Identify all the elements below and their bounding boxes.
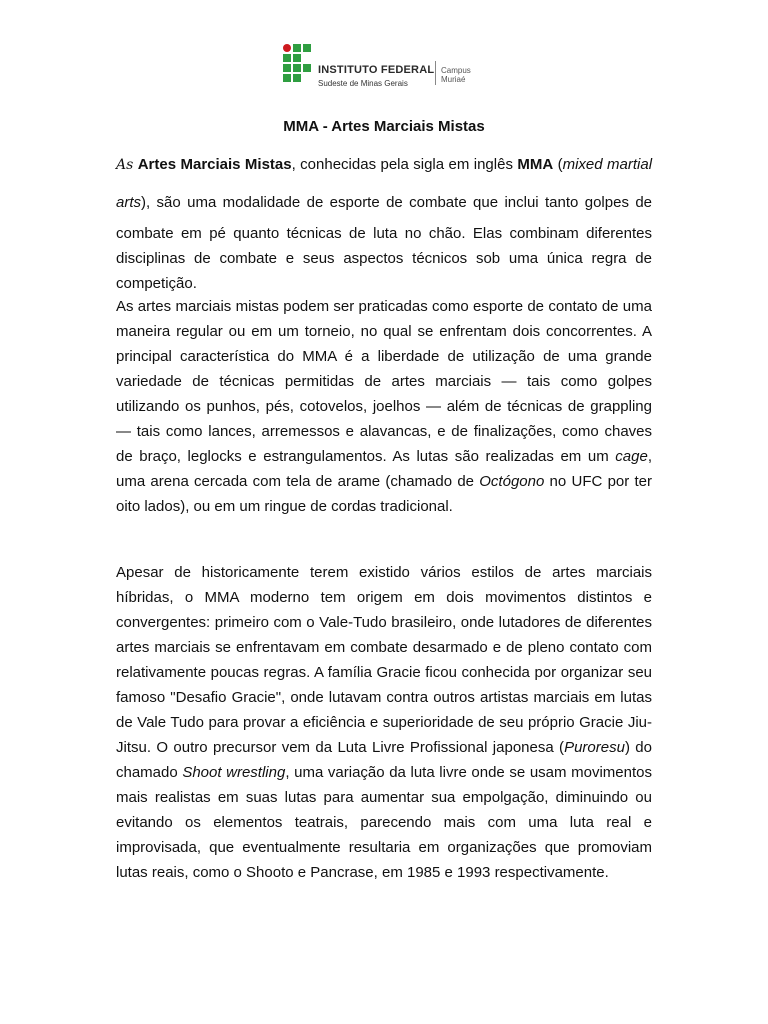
history-text-3: , uma variação da luta livre onde se usam movimentos mais realistas em suas lutas para aumentar sua empolgação, diminuindo ou evitando os elementos teatrais, parecendo mais com uma luta real e improvisada, que eventualmente resultaria em organizações que promoviam lutas reais, como o Shooto e Pancrase, em 1985 e 1993 respectivamente.	[116, 764, 652, 881]
institution-subtitle: Sudeste de Minas Gerais	[318, 79, 408, 88]
intro-text-2: (	[553, 156, 563, 173]
lead-in-word: As	[116, 157, 134, 173]
description-text-3: no UFC por ter oito lados), ou em um ringue de cordas tradicional.	[116, 473, 653, 515]
octogono-italic: Octógono	[479, 473, 545, 490]
description-text-1: As artes marciais mistas podem ser praticadas como esporte de contato de uma maneira regular ou em um torneio, no qual se enfrentam dois concorrentes. A principal característica do MMA é a liberdade de utilização de uma grande variedade de técnicas permitidas de artes marciais — tais como golpes utilizando os punhos, pés, cotovelos, joelhos — além de técnicas de grappling — tais como lances, arremessos e alavancas, e de finalizações, como chaves de braço, leglocks e estrangulamentos. As lutas são realizadas em um	[116, 298, 652, 465]
puroresu-italic: Puroresu	[564, 739, 625, 756]
campus-label: Campus	[441, 66, 471, 75]
history-text-1: Apesar de historicamente terem existido vários estilos de artes marciais híbridas, o MMA moderno tem origem em dois movimentos distintos e convergentes: primeiro com o Vale-Tudo brasileiro, onde lutadores de diferentes artes marciais se enfrentavam em combate desarmado e de pleno contato com relativamente poucas regras. A família Gracie ficou conhecida por organizar seu famoso "Desafio Gracie", onde lutavam contra outros artistas marciais em lutas de Vale Tudo para provar a eficiência e superioridade de seu próprio Gracie Jiu-Jitsu. O outro precursor vem da Luta Livre Profissional japonesa (	[116, 564, 652, 756]
cage-italic: cage	[615, 448, 648, 465]
english-term-italic: mixed martial arts	[116, 156, 653, 211]
logo-divider	[435, 61, 436, 85]
history-text-2: ) do chamado	[116, 739, 652, 781]
description-text-2: , uma arena cercada com tela de arame (chamado de	[116, 448, 652, 490]
paragraph-history	[116, 560, 652, 885]
if-logo-icon	[283, 44, 313, 84]
institution-logo	[283, 44, 483, 88]
paragraph-intro	[116, 146, 652, 296]
paragraph-description	[116, 294, 652, 519]
campus-label-block	[441, 66, 471, 84]
intro-text-1: , conhecidas pela sigla em inglês	[291, 156, 518, 173]
shoot-wrestling-italic: Shoot wrestling	[182, 764, 286, 781]
intro-text-3: ), são uma modalidade de esporte de combate que inclui tanto golpes de combate em pé quanto técnicas de luta no chão. Elas combinam diferentes disciplinas de combate e seus aspectos técnicos sob uma única regra de competição.	[116, 194, 652, 292]
campus-name: Muriaé	[441, 75, 466, 84]
acronym-bold: MMA	[517, 156, 554, 173]
term-bold: Artes Marciais Mistas	[137, 156, 292, 173]
document-title: MMA - Artes Marciais Mistas	[283, 118, 485, 135]
institution-name: INSTITUTO FEDERAL	[318, 64, 435, 76]
